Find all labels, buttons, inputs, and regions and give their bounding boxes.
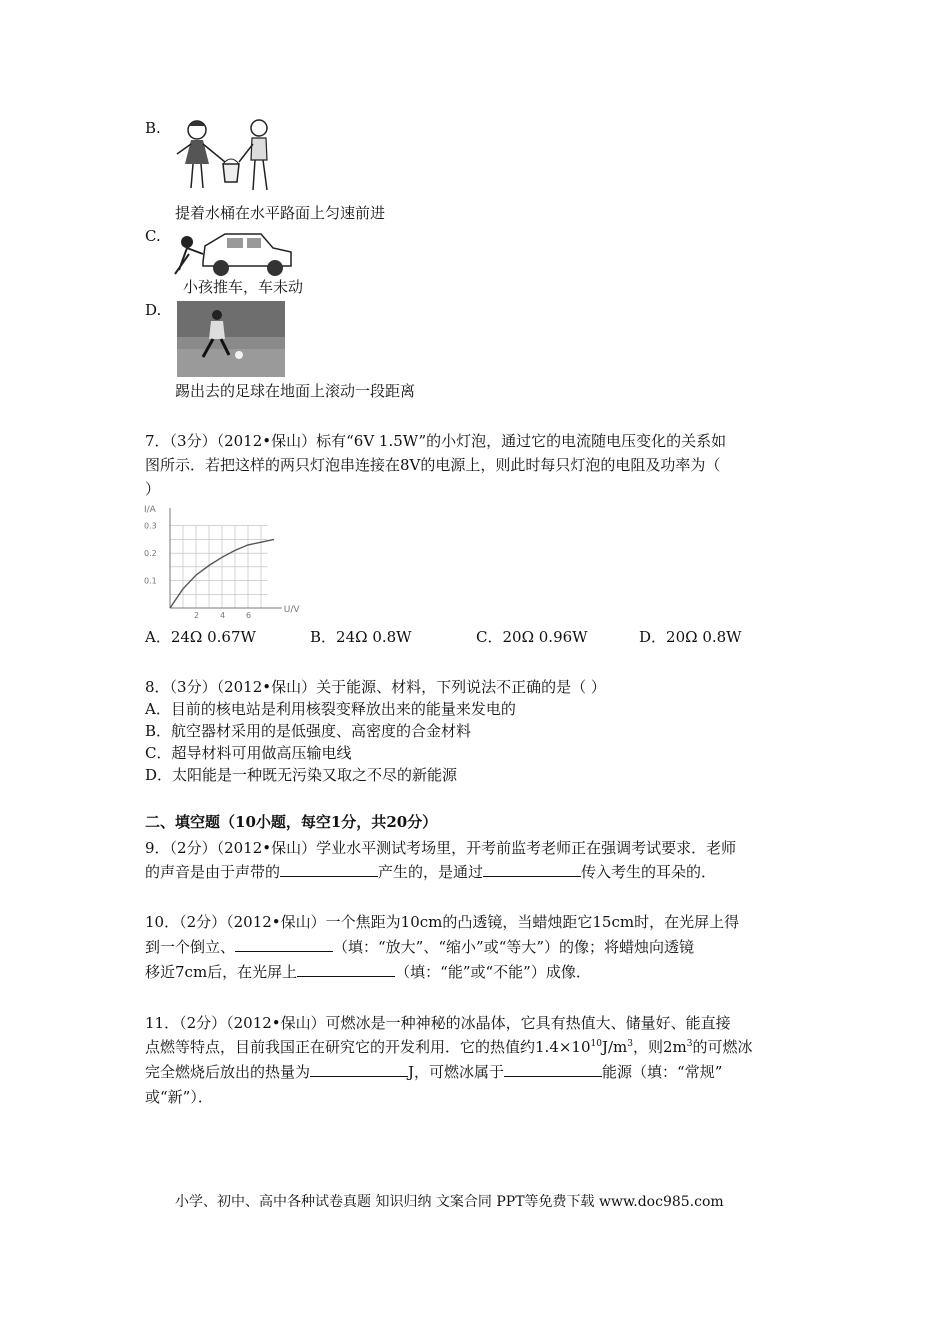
section-title: 二、填空题（10小题，每空1分，共20分）: [145, 813, 438, 831]
x-axis-label: U/V: [283, 605, 300, 615]
q8-option-c: C．超导材料可用做高压输电线: [145, 744, 352, 762]
q7-option-c: C．20Ω 0.96W: [476, 628, 588, 646]
q11-stem-line2: 点燃等特点，目前我国正在研究它的开发利用．它的热值约$1.4\times 10^{10}J/m^3$，则$2m^3$的可燃冰: [145, 1038, 753, 1056]
q11-stem-line1: 11．（2分）（2012•保山）可燃冰是一种神秘的冰晶体，它具有热值大、储量好、能直接: [145, 1014, 731, 1032]
q7-iv-chart: [142, 502, 300, 622]
q10-blank-2: [297, 962, 395, 977]
q7-option-a: A．24Ω 0.67W: [145, 628, 256, 646]
y-axis-label: I/A: [144, 505, 156, 515]
y-tick-label: 0.1: [144, 576, 157, 586]
q6-option-d-label: D.: [145, 301, 162, 319]
q6-option-b-image: [175, 116, 285, 198]
q9-blank-1: [280, 862, 378, 877]
q8-stem: 8．（3分）（2012•保山）关于能源、材料，下列说法不正确的是（ ）: [145, 678, 606, 696]
q7-stem-line3: ）: [145, 480, 161, 498]
q6-option-c-caption: 小孩推车，车未动: [183, 278, 304, 296]
q7-stem-line2: 图所示．若把这样的两只灯泡串连接在8V的电源上，则此时每只灯泡的电阻及功率为（: [145, 456, 721, 474]
q6-option-d-caption: 踢出去的足球在地面上滚动一段距离: [175, 382, 416, 400]
q6-option-b-caption: 提着水桶在水平路面上匀速前进: [175, 204, 386, 222]
q6-option-c-image: [175, 224, 295, 280]
q10-blank-1: [235, 937, 333, 952]
x-tick-label: 2: [194, 611, 200, 620]
q8-option-a: A．目前的核电站是利用核裂变释放出来的能量来发电的: [145, 700, 516, 718]
q6-option-b-label: B.: [145, 119, 161, 137]
q7-stem-line1: 7．（3分）（2012•保山）标有“6V 1.5W”的小灯泡，通过它的电流随电压变化的关系如: [145, 432, 727, 450]
x-tick-label: 6: [246, 611, 252, 620]
q8-option-b: B．航空器材采用的是低强度、高密度的合金材料: [145, 722, 472, 740]
q10-stem-line2: 到一个倒立、 （填：“放大”、“缩小”或“等大”）的像；将蜡烛向透镜: [145, 938, 695, 956]
x-tick-label: 4: [220, 611, 226, 620]
page-footer: 小学、初中、高中各种试卷真题 知识归纳 文案合同 PPT等免费下载 www.doc985.com: [175, 1194, 724, 1210]
q11-blank-1: [310, 1062, 408, 1077]
q9-blank-2: [483, 862, 581, 877]
q6-option-c-label: C.: [145, 227, 161, 245]
y-tick-label: 0.3: [144, 521, 157, 531]
q11-stem-line3: 完全燃烧后放出的热量为 J，可燃冰属于 能源（填：“常规”: [145, 1063, 723, 1081]
q9-stem-line2: 的声音是由于声带的 产生的，是通过 传入考生的耳朵的．: [145, 863, 717, 881]
y-tick-label: 0.2: [144, 549, 157, 559]
q11-stem-line4: 或“新”）．: [145, 1088, 213, 1106]
q7-option-b: B．24Ω 0.8W: [310, 628, 412, 646]
q10-stem-line1: 10．（2分）（2012•保山）一个焦距为10cm的凸透镜，当蜡烛距它15cm时，在光屏上得: [145, 913, 740, 931]
q9-stem-line1: 9．（2分）（2012•保山）学业水平测试考场里，开考前监考老师正在强调考试要求．老师: [145, 839, 737, 857]
q10-stem-line3: 移近7cm后，在光屏上 （填：“能”或“不能”）成像．: [145, 963, 591, 981]
q8-option-d: D．太阳能是一种既无污染又取之不尽的新能源: [145, 766, 458, 784]
q6-option-d-image: [177, 301, 285, 377]
q7-option-d: D．20Ω 0.8W: [639, 628, 742, 646]
q11-blank-2: [504, 1062, 602, 1077]
